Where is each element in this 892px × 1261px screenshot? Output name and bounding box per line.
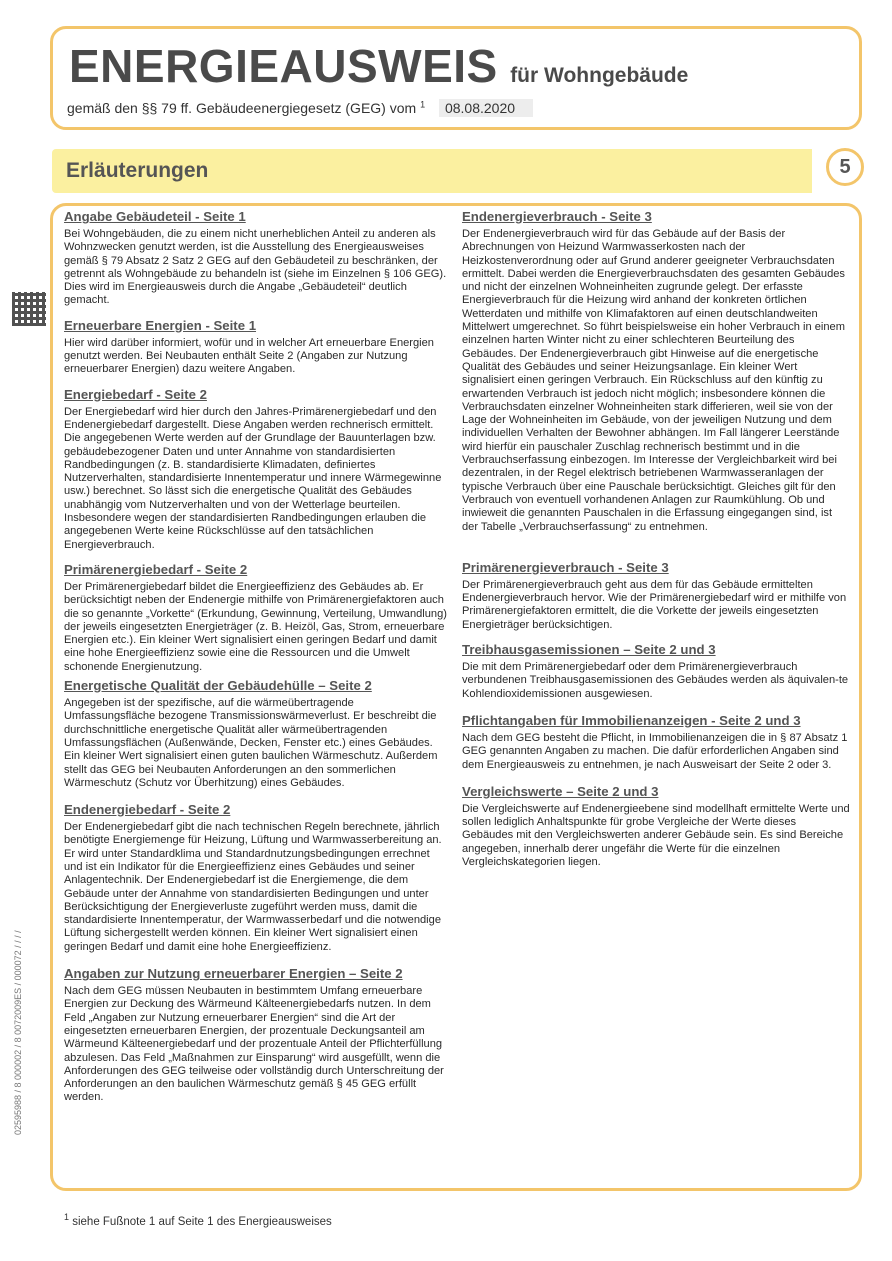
qr-code-icon <box>12 292 46 326</box>
document-title: ENERGIEAUSWEIS <box>69 40 498 92</box>
section-heading: Primärenergiebedarf - Seite 2 <box>64 561 248 577</box>
section-nutzung-erneuerbarer-energien <box>64 966 448 1105</box>
date-field: 08.08.2020 <box>439 99 533 117</box>
section-gebaeudehuelle <box>64 678 448 790</box>
side-code: 02595988 / 8 000002 / 8 0072009ES / 000072 / / / / <box>13 930 23 1135</box>
section-heading: Primärenergieverbrauch - Seite 3 <box>462 559 669 575</box>
section-treibhausgasemissionen <box>462 642 850 701</box>
section-primaerenergiebedarf <box>64 562 448 674</box>
section-heading: Erneuerbare Energien - Seite 1 <box>64 317 257 333</box>
section-endenergiebedarf <box>64 802 448 954</box>
section-endenergieverbrauch <box>462 209 850 534</box>
section-heading: Treibhausgasemissionen – Seite 2 und 3 <box>462 642 716 658</box>
band-title: Erläuterungen <box>66 159 209 182</box>
footnote <box>64 1212 332 1228</box>
footnote-mark: 1 <box>64 1212 70 1222</box>
section-heading: Vergleichswerte – Seite 2 und 3 <box>462 783 659 799</box>
section-text: Der Endenergieverbrauch wird für das Gebäude auf der Basis der Abrechnungen von Heizund Warmwasserkosten nach der Heizkostenverordnung oder auf Grund anderer geeigneter Verbrauchsdaten ermittelt. Dabei werden die Energieverbrauchsdaten des gesamten Gebäudes und nicht der einzelnen Wohneinheiten zugrunde gelegt. Der erfasste Energieverbrauch für die Heizung wird anhand der konkreten örtlichen Wetterdaten und mithilfe von Klimafaktoren auf einen deutschlandweiten Mittelwert umgerechnet. So führt beispielsweise ein hoher Verbrauch in einem einzelnen harten Winter nicht zu einer schlechteren Beurteilung des Gebäudes. Der Endenergieverbrauch gibt Hinweise auf die energetische Qualität des Gebäudes und seiner Heizungsanlage. Ein kleiner Wert signalisiert einen geringen Verbrauch. Ein Rückschluss auf den künftig zu erwartenden Verbrauch ist jedoch nicht möglich; insbesondere können die Verbrauchsdaten einzelner Wohneinheiten stark differieren, weil sie von der Lage der Wohneinheiten im Gebäude, von der jeweiligen Nutzung und dem individuellen Verhalten der Bewohner abhängen. Im Fall längerer Leerstände wird hierfür ein pauschaler Zuschlag rechnerisch bestimmt und in die Verbrauchserfassung einbezogen. Im Interesse der Vergleichbarkeit wird bei dezentralen, in der Regel elektrisch betriebenen Warmwasseranlagen der typische Verbrauch über eine Pauschale berücksichtigt. Gleiches gilt für den Verbrauch von eventuell vorhandenen Anlagen zur Raumkühlung. Ob und inwieweit die genannten Pauschalen in die Erfassung eingegangen sind, ist der Tabelle „Verbrauchserfassung“ zu entnehmen. <box>462 228 845 533</box>
section-text: Nach dem GEG besteht die Pflicht, in Immobilienanzeigen die in § 87 Absatz 1 GEG genannten Angaben zu machen. Die dafür erforderlichen Angaben sind dem Energieausweis zu entnehmen, je nach Ausweisart der Seite 2 oder 3. <box>462 731 848 771</box>
section-primaerenergieverbrauch <box>462 560 850 632</box>
section-heading: Angaben zur Nutzung erneuerbarer Energien – Seite 2 <box>64 966 403 982</box>
right-column <box>462 209 850 877</box>
section-heading: Endenergieverbrauch - Seite 3 <box>462 209 652 224</box>
section-heading: Endenergiebedarf - Seite 2 <box>64 802 231 818</box>
document-subtitle: für Wohngebäude <box>510 64 689 87</box>
section-gebaeudeteil <box>64 209 448 308</box>
law-reference <box>67 99 533 117</box>
section-text: Bei Wohngebäuden, die zu einem nicht unerheblichen Anteil zu anderen als Wohnzwecken genutzt werden, ist die Ausstellung des Energieausweises gemäß § 79 Absatz 2 Satz 2 GEG auf den Gebäudeteil zu beschränken, der getrennt als Wohngebäude zu behandeln ist (siehe im Einzelnen § 106 GEG). Dies wird im Energieausweis durch die Angabe „Gebäudeteil“ deutlich gemacht. <box>64 228 447 307</box>
section-pflichtangaben <box>462 713 850 772</box>
section-text: Angegeben ist der spezifische, auf die wärmeübertragende Umfassungsfläche bezogene Transmissionswärmeverlust. Er beschreibt die durchschnittliche energetische Qualität aller wärmeübertragenden Umfassungsflächen (Außenwände, Decken, Fenster etc.) eines Gebäudes. Ein kleiner Wert signalisiert einen guten baulichen Wärmeschutz. Außerdem stellt das GEG bei Neubauten Anforderungen an den sommerlichen Wärmeschutz (Schutz vor Überhitzung) eines Gebäudes. <box>64 697 438 789</box>
section-text: Die mit dem Primärenergiebedarf oder dem Primärenergieverbrauch verbundenen Treibhausgasemissionen des Gebäudes werden als äquivalen-te Kohlendioxidemissionen ausgewiesen. <box>462 661 849 700</box>
section-heading: Energiebedarf - Seite 2 <box>64 386 207 402</box>
section-text: Hier wird darüber informiert, wofür und in welcher Art erneuerbare Energien genutzt werden. Bei Neubauten enthält Seite 2 (Angaben zur Nutzung erneuerbarer Energien) dazu weitere Angaben. <box>64 336 434 376</box>
title-row <box>69 39 688 93</box>
section-energiebedarf <box>64 387 448 552</box>
section-text: Nach dem GEG müssen Neubauten in bestimmtem Umfang erneuerbare Energien zur Deckung des Wärmeund Kälteenergiebedarfs nutzen. In dem Feld „Angaben zur Nutzung erneuerbarer Energien“ sind die Art der eingesetzten erneuerbaren Energien, der prozentuale Deckungsanteil am Wärmeund Kälteenergiebedarf und der prozentuale Anteil der Pflichterfüllung abzulesen. Das Feld „Maßnahmen zur Einsparung“ wird ausgefüllt, wenn die Anforderungen des GEG teilweise oder vollständig durch Unterschreitung der Anforderungen an den baulichen Wärmeschutz gemäß § 45 GEG erfüllt werden. <box>64 985 444 1104</box>
section-heading: Energetische Qualität der Gebäudehülle – Seite 2 <box>64 678 372 694</box>
section-text: Der Endenergiebedarf gibt die nach technischen Regeln berechnete, jährlich benötigte Energiemenge für Heizung, Lüftung und Warmwasserbereitung an. Er wird unter Standardklima und Standardnutzungsbedingungen errechnet und ist ein Indikator für die Energieeffizienz eines Gebäudes und seiner Anlagentechnik. Der Endenergiebedarf ist die Energiemenge, die dem Gebäude unter der Annahme von standardisierten Bedingungen und unter Berücksichtigung der Energieverluste zugeführt werden muss, damit die standardisierte Innentemperatur, der Warmwasserbedarf und die notwendige Lüftung sichergestellt werden können. Ein kleiner Wert signalisiert einen geringen Bedarf und damit eine hohe Energieeffizienz. <box>64 821 442 953</box>
law-text: gemäß den §§ 79 ff. Gebäudeenergiegesetz (GEG) vom <box>67 100 417 116</box>
section-band <box>52 149 812 193</box>
section-erneuerbare-energien <box>64 318 448 377</box>
section-heading: Angabe Gebäudeteil - Seite 1 <box>64 209 246 224</box>
left-column <box>64 209 448 1113</box>
section-text: Die Vergleichswerte auf Endenergieebene sind modellhaft ermittelte Werte und sollen lediglich Anhaltspunkte für grobe Vergleiche der Werte dieses Gebäudes mit den Vergleichswerten anderer Gebäude sein. Es sind Bereiche angegeben, innerhalb derer ungefähr die Werte für die einzelnen Vergleichskategorien liegen. <box>462 802 850 868</box>
header-box <box>50 26 862 130</box>
section-vergleichswerte <box>462 784 850 869</box>
page-number-badge: 5 <box>826 148 864 186</box>
section-text: Der Primärenergiebedarf bildet die Energieeffizienz des Gebäudes ab. Er berücksichtigt neben der Endenergie mithilfe von Primärenergiefaktoren auch die so genannte „Vorkette“ (Erkundung, Gewinnung, Verteilung, Umwandlung) der jeweils eingesetzten Energieträger (z. B. Heizöl, Gas, Strom, erneuerbare Energien etc.). Ein kleiner Wert signalisiert einen geringen Bedarf und damit eine hohe Energieeffizienz sowie eine die Ressourcen und die Umwelt schonende Energienutzung. <box>64 580 447 673</box>
law-footnote-mark: 1 <box>420 99 426 110</box>
footnote-text: siehe Fußnote 1 auf Seite 1 des Energieausweises <box>72 1215 332 1228</box>
section-text: Der Energiebedarf wird hier durch den Jahres-Primärenergiebedarf und den Endenergiebedarf dargestellt. Diese Angaben werden rechnerisch ermittelt. Die angegebenen Werte werden auf der Grundlage der Bauunterlagen bzw. gebäudebezogener Daten und unter Annahme von standardisierten Randbedingungen (z. B. standardisierte Klimadaten, definiertes Nutzerverhalten, standardisierte Innentemperatur und innere Wärmegewinne usw.) berechnet. So lässt sich die energetische Qualität des Gebäudes unabhängig vom Nutzerverhalten und von der Wetterlage beurteilen. Insbesondere wegen der standardisierten Randbedingungen erlauben die angegebenen Werte keine Rückschlüsse auf den tatsächlichen Energieverbrauch. <box>64 405 442 551</box>
section-heading: Pflichtangaben für Immobilienanzeigen - Seite 2 und 3 <box>462 712 801 728</box>
section-text: Der Primärenergieverbrauch geht aus dem für das Gebäude ermittelten Endenergieverbrauch hervor. Wie der Primärenergiebedarf wird er mithilfe von Primärenergiefaktoren ermittelt, die die Vorkette der jeweils eingesetzten Energieträger berücksichtigen. <box>462 578 847 631</box>
